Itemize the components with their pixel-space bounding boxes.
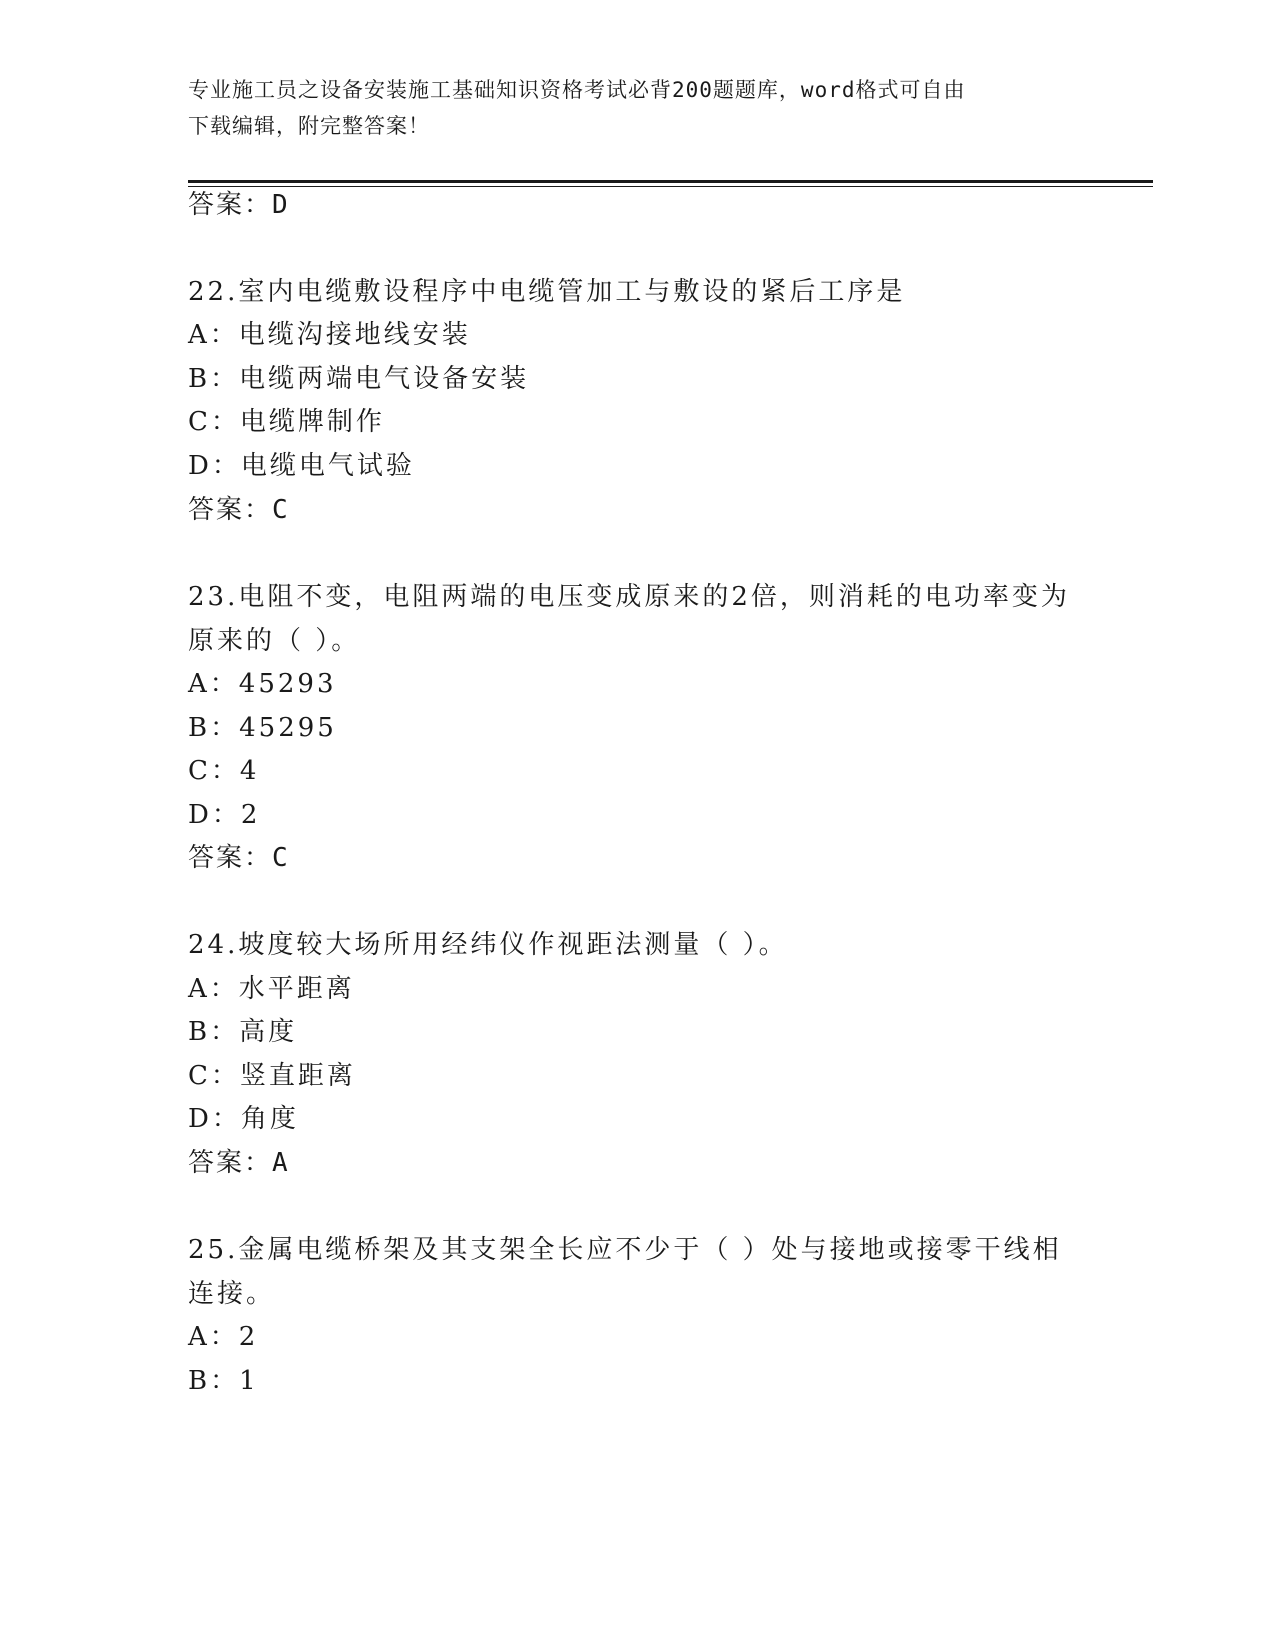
question-text: 24.坡度较大场所用经纬仪作视距法测量（ ）。 [188,930,788,960]
answer-value: C [272,495,288,525]
option-c: C：电缆牌制作 [188,407,385,437]
header-line-1: 专业施工员之设备安装施工基础知识资格考试必背200题题库，word格式可自由 [188,78,966,102]
question-text-continued: 原来的（ ）。 [188,626,361,656]
header-divider-thick [188,180,1153,183]
option-c: C：竖直距离 [188,1061,356,1091]
answer-label: 答案： [188,1148,273,1178]
option-d: D：电缆电气试验 [188,451,415,481]
answer-line [188,841,288,875]
question-text: 23.电阻不变，电阻两端的电压变成原来的2倍，则消耗的电功率变为 [188,582,1070,612]
answer-label: 答案： [188,190,273,220]
answer-label: 答案： [188,495,273,525]
header-line-2: 下载编辑，附完整答案！ [188,114,430,138]
question-text: 22.室内电缆敷设程序中电缆管加工与敷设的紧后工序是 [188,277,906,307]
header-divider-thin [188,186,1153,187]
question-text: 25.金属电缆桥架及其支架全长应不少于（ ）处与接地或接零干线相 [188,1235,1062,1265]
answer-line [188,493,288,527]
document-header [188,72,1088,144]
option-b: B：45295 [188,713,337,743]
option-c: C：4 [188,756,260,786]
question-text-continued: 连接。 [188,1279,276,1309]
answer-line [188,188,288,222]
answer-label: 答案： [188,843,273,873]
option-b: B：1 [188,1366,259,1396]
option-b: B：电缆两端电气设备安装 [188,364,530,394]
option-b: B：高度 [188,1017,298,1047]
option-a: A：电缆沟接地线安装 [188,320,471,350]
option-a: A：水平距离 [188,974,355,1004]
option-d: D：2 [188,800,261,830]
option-a: A：45293 [188,669,337,699]
answer-value: C [272,843,288,873]
answer-value: A [272,1148,288,1178]
answer-value: D [272,190,288,220]
answer-line [188,1146,288,1180]
option-d: D：角度 [188,1104,299,1134]
option-a: A：2 [188,1322,259,1352]
